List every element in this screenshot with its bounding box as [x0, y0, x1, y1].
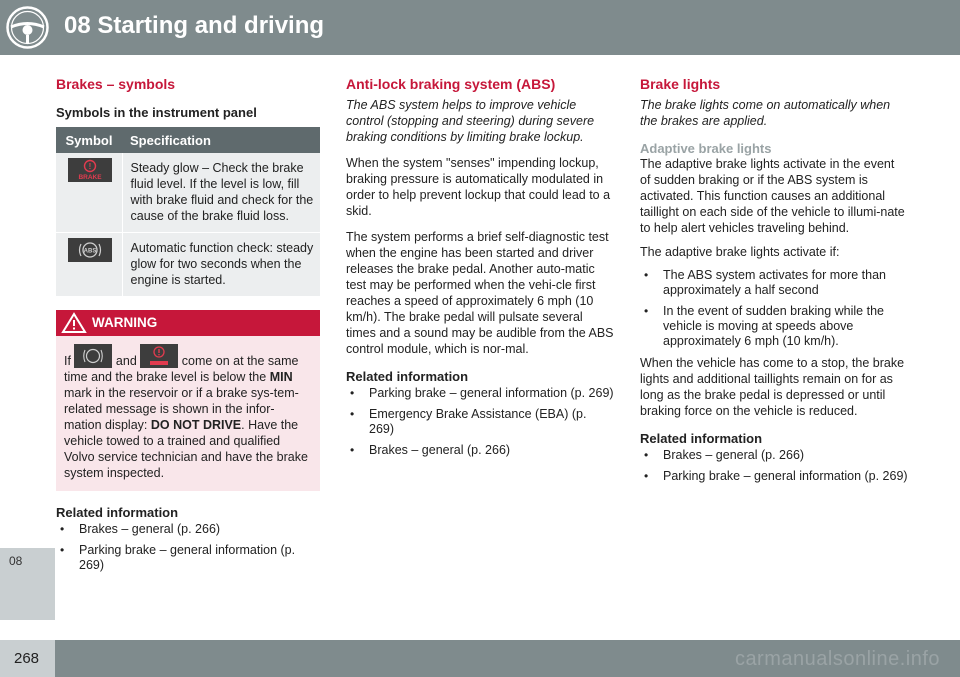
list-item: • In the event of sudden braking while the vehicle is moving at speeds above approximately 6 mph (10 km/h).	[640, 304, 908, 349]
table-cell-symbol	[56, 233, 122, 297]
table-cell-symbol	[56, 153, 122, 233]
bullet-list	[640, 268, 908, 349]
page-number-box	[0, 640, 55, 677]
section-intro: The brake lights come on automatically when the brakes are applied.	[640, 98, 891, 128]
side-strip	[0, 55, 55, 620]
related-link[interactable]: • Parking brake – general information (p. 269)	[56, 543, 320, 573]
warning-header	[56, 310, 320, 336]
related-list	[640, 448, 908, 484]
section-heading: Brakes – symbols	[56, 76, 176, 92]
page-title: 08 Starting and driving	[64, 12, 325, 39]
watermark: carmanualsonline.info	[734, 648, 940, 670]
related-info-heading: Related information	[346, 369, 469, 384]
warning-title: WARNING	[92, 315, 158, 330]
min-mark: MIN	[269, 370, 293, 384]
abs-icon-label: ABS	[83, 248, 97, 255]
column-brakes-symbols	[56, 75, 320, 579]
symbols-table	[56, 127, 320, 296]
related-link[interactable]: • Brakes – general (p. 266)	[56, 522, 320, 537]
related-link[interactable]: • Emergency Brake Assistance (EBA) (p. 269)	[346, 407, 614, 437]
paragraph: When the vehicle has come to a stop, the brake lights and additional taillights remain on for as long as the brake pedal is depressed or until braking force on the vehicle is reduced.	[640, 356, 905, 418]
warning-box	[56, 310, 320, 491]
abs-icon	[68, 238, 112, 262]
warning-body	[56, 336, 320, 491]
warning-text: and	[115, 354, 137, 368]
table-row	[56, 153, 320, 233]
brake-warning-icon	[140, 344, 178, 368]
warning-triangle-icon	[61, 312, 87, 334]
related-info-heading: Related information	[56, 505, 179, 520]
section-heading: Anti-lock braking system (ABS)	[346, 76, 556, 92]
brake-icon-label: BRAKE	[78, 174, 102, 181]
table-header-symbol: Symbol	[56, 127, 122, 153]
related-info-heading: Related information	[640, 431, 763, 446]
paragraph: The adaptive brake lights activate if:	[640, 245, 840, 259]
section-subheading: Symbols in the instrument panel	[56, 105, 257, 120]
related-link[interactable]: • Parking brake – general information (p. 269)	[640, 469, 908, 484]
page-header	[0, 0, 960, 55]
brake-warning-icon	[68, 158, 112, 182]
related-list	[56, 522, 320, 573]
column-abs	[346, 75, 614, 464]
table-cell-spec: Steady glow – Check the brake fluid level. If the level is low, fill with brake fluid and check for the cause of the brake fluid loss.	[122, 153, 320, 233]
chapter-icon-box	[0, 0, 55, 55]
section-heading: Brake lights	[640, 76, 721, 92]
paragraph: The system performs a brief self-diagnostic test when the engine has been started and driver releases the brake pedal. Another auto-matic test may be performed when the vehi-cle first reaches a speed of approximately 6 mph (10 km/h). The brake pedal will pulsate several times and a sound may be audible from the ABS control module, which is nor-mal.	[346, 230, 614, 356]
abs-icon	[74, 344, 112, 368]
do-not-drive-message: DO NOT DRIVE	[150, 418, 242, 432]
table-header-specification: Specification	[122, 127, 320, 153]
warning-text: . Have the vehicle towed to a trained and qualified Volvo service technician and have the brake system inspected.	[64, 418, 308, 480]
table-cell-spec: Automatic function check: steady glow for two seconds when the engine is started.	[122, 233, 320, 297]
subsection-heading: Adaptive brake lights	[640, 141, 772, 156]
section-intro: The ABS system helps to improve vehicle control (stopping and steering) during severe braking conditions by limiting brake lockup.	[346, 98, 595, 144]
related-link[interactable]: • Brakes – general (p. 266)	[640, 448, 908, 463]
chapter-number: 08	[9, 554, 23, 568]
column-brake-lights	[640, 75, 908, 490]
paragraph: When the system "senses" impending lockup, braking pressure is automatically modulated in order to help prevent lockup that could lead to a skid.	[346, 156, 611, 218]
paragraph: The adaptive brake lights activate in the event of sudden braking or if the ABS system is activated. This function causes an additional taillight on each side of the vehicle to illumi-nate to help alert vehicles traveling behind.	[640, 157, 905, 235]
related-list	[346, 386, 614, 458]
svg-text:!: !	[88, 162, 92, 171]
related-link[interactable]: • Brakes – general (p. 266)	[346, 443, 614, 458]
page-footer	[0, 640, 960, 677]
warning-text: mark in the reservoir or if a brake sys-tem-related message is shown in the infor-mation display:	[64, 386, 299, 432]
chapter-tab[interactable]	[0, 548, 55, 620]
page-number: 268	[14, 650, 40, 667]
steering-wheel-icon	[0, 0, 55, 55]
warning-text: come on at the same time and the brake level is below the	[64, 354, 299, 384]
warning-text: If	[64, 354, 71, 368]
list-item: • The ABS system activates for more than approximately a half second	[640, 268, 908, 298]
related-link[interactable]: • Parking brake – general information (p. 269)	[346, 386, 614, 401]
table-row	[56, 233, 320, 297]
